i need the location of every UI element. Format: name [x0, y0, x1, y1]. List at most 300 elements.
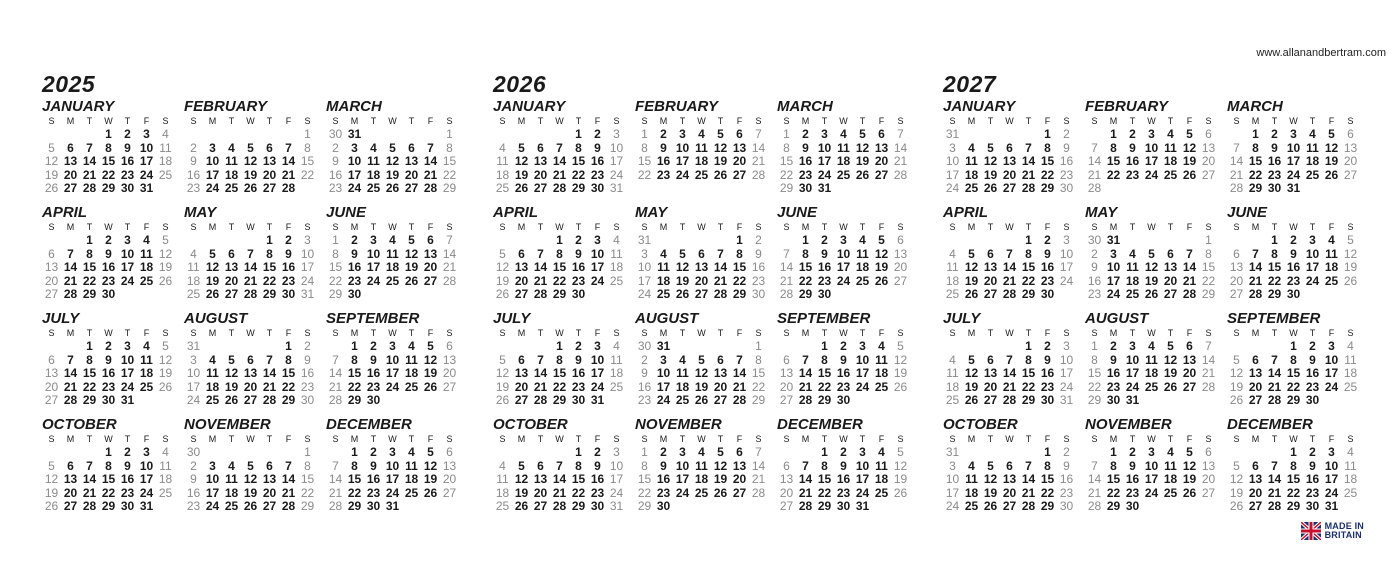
month-name: DECEMBER [326, 416, 412, 433]
day-cell: 13 [1343, 140, 1358, 155]
day-cell: 20 [1229, 273, 1244, 288]
day-cell: 4 [679, 352, 686, 367]
day-cell: 19 [514, 485, 529, 500]
weekday-header: T [124, 328, 131, 338]
day-cell: 3 [143, 127, 150, 142]
day-cell: 29 [101, 180, 116, 195]
day-cell: 26 [983, 180, 998, 195]
day-cell: 30 [347, 286, 362, 301]
day-cell: 14 [1021, 154, 1036, 169]
day-cell: 16 [101, 260, 116, 275]
day-cell: 29 [1201, 286, 1216, 301]
day-cell: 2 [1129, 127, 1136, 142]
day-cell: 28 [1201, 379, 1216, 394]
day-cell: 3 [351, 140, 358, 155]
day-cell: 14 [533, 260, 548, 275]
day-cell: 5 [859, 127, 866, 142]
day-cell: 27 [732, 485, 747, 500]
weekday-header: S [332, 328, 339, 338]
day-cell: 24 [120, 273, 135, 288]
day-cell: 10 [609, 140, 624, 155]
day-cell: 15 [82, 366, 97, 381]
day-cell: 14 [82, 154, 97, 169]
day-cell: 15 [101, 154, 116, 169]
day-cell: 28 [1021, 180, 1036, 195]
day-cell: 29 [347, 498, 362, 513]
month-name: APRIL [42, 204, 87, 221]
day-cell: 21 [779, 273, 794, 288]
day-cell: 27 [732, 167, 747, 182]
day-cell: 23 [590, 167, 605, 182]
day-cell: 25 [609, 273, 624, 288]
day-cell: 22 [1106, 485, 1121, 500]
day-cell: 7 [1233, 140, 1240, 155]
day-cell: 21 [328, 485, 343, 500]
day-cell: 25 [836, 167, 851, 182]
day-cell: 18 [224, 167, 239, 182]
day-cell: 27 [1002, 498, 1017, 513]
weekday-header: M [1109, 434, 1118, 444]
weekday-header: M [517, 116, 526, 126]
weekday-header: S [641, 328, 648, 338]
day-cell: 4 [878, 339, 885, 354]
day-cell: 14 [281, 472, 296, 487]
day-cell: 10 [855, 458, 870, 473]
day-cell: 23 [1286, 273, 1301, 288]
day-cell: 13 [63, 154, 78, 169]
day-cell: 21 [1248, 273, 1263, 288]
day-cell: 27 [779, 392, 794, 407]
day-cell: 3 [1063, 233, 1070, 248]
day-cell: 17 [205, 167, 220, 182]
day-cell: 22 [571, 167, 586, 182]
day-cell: 27 [423, 273, 438, 288]
day-cell: 10 [205, 472, 220, 487]
weekday-header: M [208, 222, 217, 232]
day-cell: 14 [1087, 154, 1102, 169]
day-cell: 18 [675, 379, 690, 394]
day-cell: 28 [262, 392, 277, 407]
day-cell: 21 [798, 485, 813, 500]
weekday-header: S [613, 434, 620, 444]
day-cell: 21 [63, 273, 78, 288]
day-cell: 30 [836, 392, 851, 407]
day-cell: 24 [139, 485, 154, 500]
weekday-header: S [613, 222, 620, 232]
day-cell: 8 [821, 352, 828, 367]
day-cell: 3 [859, 339, 866, 354]
day-cell: 16 [1040, 260, 1055, 275]
weekday-header: W [1289, 328, 1298, 338]
month-name: OCTOBER [943, 416, 1018, 433]
day-cell: 4 [1328, 233, 1335, 248]
weekday-header: T [1309, 328, 1316, 338]
day-cell: 21 [1229, 167, 1244, 182]
weekday-header: M [801, 222, 810, 232]
day-cell: 22 [82, 273, 97, 288]
day-cell: 24 [817, 167, 832, 182]
weekday-header: F [878, 116, 885, 126]
day-cell: 14 [281, 154, 296, 169]
day-cell: 3 [660, 352, 667, 367]
day-cell: 5 [427, 339, 434, 354]
weekday-header: M [659, 434, 668, 444]
day-cell: 29 [1040, 180, 1055, 195]
day-cell: 14 [713, 260, 728, 275]
day-cell: 15 [262, 260, 277, 275]
day-cell: 26 [1163, 379, 1178, 394]
day-cell: 9 [351, 246, 358, 261]
weekday-header: T [575, 222, 582, 232]
day-cell: 18 [694, 472, 709, 487]
day-cell: 1 [1290, 445, 1297, 460]
day-cell: 1 [641, 445, 648, 460]
day-cell: 21 [82, 167, 97, 182]
weekday-header: F [1186, 222, 1193, 232]
month-name: SEPTEMBER [1227, 310, 1321, 327]
day-cell: 22 [798, 273, 813, 288]
month-april [943, 204, 1085, 310]
day-cell: 11 [1145, 352, 1158, 367]
day-cell: 29 [751, 392, 766, 407]
day-cell: 15 [82, 260, 97, 275]
day-cell: 2 [1091, 246, 1098, 261]
weekday-header: T [859, 434, 866, 444]
month-november [184, 416, 326, 522]
day-cell: 3 [1063, 339, 1070, 354]
month-name: JANUARY [42, 98, 115, 115]
day-cell: 10 [945, 472, 960, 487]
weekday-header: T [1309, 222, 1316, 232]
day-cell: 4 [1347, 339, 1354, 354]
weekday-header: S [446, 434, 453, 444]
day-cell: 5 [518, 140, 525, 155]
weekday-header: F [1186, 434, 1193, 444]
day-cell: 16 [366, 366, 381, 381]
day-cell: 28 [1267, 498, 1282, 513]
day-cell: 3 [370, 233, 377, 248]
day-cell: 24 [637, 286, 652, 301]
day-cell: 6 [67, 140, 74, 155]
weekday-header: F [427, 222, 434, 232]
day-cell: 5 [499, 352, 506, 367]
day-cell: 6 [1006, 140, 1013, 155]
month-march [1227, 98, 1369, 204]
day-cell: 9 [1271, 140, 1278, 155]
day-cell: 29 [798, 286, 813, 301]
weekday-header: F [143, 116, 150, 126]
weekday-header: S [162, 434, 169, 444]
day-cell: 12 [224, 366, 239, 381]
month-name: MARCH [777, 98, 833, 115]
day-cell: 22 [751, 379, 766, 394]
weekday-header: F [427, 434, 434, 444]
day-cell: 26 [514, 498, 529, 513]
day-cell: 23 [1267, 167, 1282, 182]
day-cell: 9 [802, 140, 809, 155]
weekday-header: M [659, 116, 668, 126]
weekday-header: W [1289, 222, 1298, 232]
day-cell: 13 [1229, 260, 1244, 275]
day-cell: 27 [1201, 167, 1216, 182]
day-cell: 10 [300, 246, 315, 261]
day-cell: 28 [1182, 286, 1197, 301]
weekday-header: T [228, 434, 235, 444]
day-cell: 13 [44, 260, 59, 275]
day-cell: 16 [186, 167, 201, 182]
day-cell: 14 [1002, 260, 1017, 275]
day-cell: 12 [675, 260, 690, 275]
day-cell: 20 [243, 379, 258, 394]
day-cell: 23 [328, 180, 343, 195]
day-cell: 28 [82, 498, 97, 513]
weekday-header: T [859, 328, 866, 338]
weekday-header: T [537, 328, 544, 338]
weekday-header: S [499, 116, 506, 126]
day-cell: 13 [1201, 458, 1216, 473]
day-cell: 1 [1044, 445, 1051, 460]
day-cell: 18 [1343, 472, 1358, 487]
day-cell: 20 [44, 273, 59, 288]
day-cell: 13 [1201, 140, 1216, 155]
day-cell: 26 [158, 379, 173, 394]
day-cell: 13 [732, 458, 747, 473]
day-cell: 14 [1267, 366, 1282, 381]
day-cell: 23 [1125, 485, 1140, 500]
day-cell: 8 [1110, 458, 1117, 473]
day-cell: 24 [1286, 167, 1301, 182]
day-cell: 29 [1040, 498, 1055, 513]
day-cell: 29 [1021, 392, 1036, 407]
weekday-header: F [1044, 434, 1051, 444]
day-cell: 23 [1125, 167, 1140, 182]
day-cell: 13 [779, 366, 794, 381]
day-cell: 8 [304, 458, 311, 473]
day-cell: 25 [224, 498, 239, 513]
day-cell: 17 [1059, 366, 1074, 381]
day-cell: 10 [836, 246, 851, 261]
day-cell: 20 [63, 485, 78, 500]
day-cell: 8 [332, 246, 339, 261]
day-cell: 30 [366, 392, 381, 407]
day-cell: 11 [367, 154, 380, 169]
day-cell: 7 [783, 246, 790, 261]
day-cell: 14 [732, 366, 747, 381]
day-cell: 16 [281, 260, 296, 275]
month-name: DECEMBER [1227, 416, 1313, 433]
day-cell: 8 [1025, 246, 1032, 261]
day-cell: 19 [514, 167, 529, 182]
day-cell: 15 [732, 260, 747, 275]
day-cell: 14 [1267, 472, 1282, 487]
day-cell: 23 [101, 379, 116, 394]
day-cell: 21 [713, 273, 728, 288]
weekday-header: F [594, 328, 601, 338]
weekday-header: S [48, 434, 55, 444]
weekday-header: W [1005, 222, 1014, 232]
weekday-header: S [755, 434, 762, 444]
day-cell: 6 [987, 352, 994, 367]
day-cell: 14 [1182, 260, 1197, 275]
weekday-header: M [801, 434, 810, 444]
day-cell: 18 [495, 485, 510, 500]
day-cell: 8 [736, 246, 743, 261]
day-cell: 2 [105, 233, 112, 248]
day-cell: 19 [423, 366, 438, 381]
day-cell: 20 [224, 273, 239, 288]
day-cell: 28 [63, 392, 78, 407]
day-cell: 19 [495, 379, 510, 394]
weekday-header: F [143, 222, 150, 232]
day-cell: 26 [893, 485, 908, 500]
day-cell: 20 [1248, 379, 1263, 394]
day-cell: 3 [594, 339, 601, 354]
day-cell: 5 [162, 339, 169, 354]
day-cell: 24 [945, 180, 960, 195]
day-cell: 13 [404, 154, 419, 169]
day-cell: 10 [1059, 352, 1074, 367]
day-cell: 20 [713, 379, 728, 394]
month-june [1227, 204, 1369, 310]
month-december [1227, 416, 1369, 522]
day-cell: 24 [300, 273, 315, 288]
day-cell: 25 [404, 379, 419, 394]
day-cell: 17 [1125, 366, 1140, 381]
day-cell: 23 [1087, 286, 1102, 301]
day-cell: 15 [1021, 260, 1036, 275]
day-cell: 6 [1205, 445, 1212, 460]
day-cell: 5 [878, 233, 885, 248]
day-cell: 19 [495, 273, 510, 288]
weekday-header: T [679, 222, 686, 232]
weekday-header: S [1233, 222, 1240, 232]
month-september [777, 310, 919, 416]
day-cell: 28 [1021, 498, 1036, 513]
day-cell: 6 [266, 458, 273, 473]
weekday-header: W [1005, 116, 1014, 126]
day-cell: 14 [328, 366, 343, 381]
day-cell: 26 [205, 286, 220, 301]
day-cell: 18 [1163, 472, 1178, 487]
day-cell: 12 [694, 366, 709, 381]
weekday-header: S [48, 328, 55, 338]
weekday-header: M [967, 222, 976, 232]
day-cell: 28 [1087, 180, 1102, 195]
day-cell: 5 [679, 246, 686, 261]
day-cell: 2 [1110, 339, 1117, 354]
day-cell: 2 [1044, 233, 1051, 248]
day-cell: 17 [609, 472, 624, 487]
day-cell: 29 [732, 286, 747, 301]
day-cell: 10 [120, 352, 135, 367]
day-cell: 31 [637, 233, 652, 248]
day-cell: 5 [247, 140, 254, 155]
day-cell: 13 [243, 366, 258, 381]
day-cell: 29 [817, 498, 832, 513]
day-cell: 9 [370, 352, 377, 367]
month-april [493, 204, 635, 310]
day-cell: 9 [660, 458, 667, 473]
day-cell: 20 [1248, 485, 1263, 500]
day-cell: 13 [63, 472, 78, 487]
weekday-header: S [783, 116, 790, 126]
weekday-header: M [350, 222, 359, 232]
weekday-header: S [1233, 434, 1240, 444]
day-cell: 7 [1186, 246, 1193, 261]
day-cell: 18 [186, 273, 201, 288]
day-cell: 4 [660, 246, 667, 261]
day-cell: 25 [1324, 273, 1339, 288]
day-cell: 17 [836, 260, 851, 275]
day-cell: 17 [590, 366, 605, 381]
day-cell: 27 [63, 180, 78, 195]
day-cell: 4 [859, 233, 866, 248]
day-cell: 21 [552, 485, 567, 500]
day-cell: 10 [385, 352, 400, 367]
day-cell: 1 [332, 233, 339, 248]
day-cell: 18 [1125, 273, 1140, 288]
day-cell: 15 [1040, 472, 1055, 487]
day-cell: 3 [641, 246, 648, 261]
day-cell: 12 [44, 472, 59, 487]
day-cell: 13 [514, 260, 529, 275]
month-name: JULY [493, 310, 531, 327]
day-cell: 17 [675, 154, 690, 169]
weekday-header: T [1167, 328, 1174, 338]
day-cell: 30 [328, 127, 343, 142]
day-cell: 4 [1167, 445, 1174, 460]
day-cell: 18 [139, 260, 154, 275]
day-cell: 31 [609, 180, 624, 195]
weekday-header: S [304, 328, 311, 338]
day-cell: 17 [675, 472, 690, 487]
day-cell: 1 [556, 339, 563, 354]
day-cell: 23 [1059, 167, 1074, 182]
day-cell: 30 [571, 286, 586, 301]
day-cell: 25 [404, 485, 419, 500]
day-cell: 27 [224, 286, 239, 301]
day-cell: 23 [120, 167, 135, 182]
weekday-header: S [190, 328, 197, 338]
day-cell: 6 [446, 339, 453, 354]
day-cell: 9 [821, 246, 828, 261]
day-cell: 13 [1248, 472, 1263, 487]
day-cell: 20 [262, 485, 277, 500]
weekday-header: T [679, 116, 686, 126]
day-cell: 24 [609, 485, 624, 500]
day-cell: 6 [783, 458, 790, 473]
year-2025 [42, 70, 472, 522]
day-cell: 30 [120, 498, 135, 513]
day-cell: 2 [594, 445, 601, 460]
day-cell: 21 [1002, 379, 1017, 394]
day-cell: 26 [964, 392, 979, 407]
day-cell: 10 [945, 154, 960, 169]
day-cell: 16 [571, 366, 586, 381]
day-cell: 25 [205, 392, 220, 407]
day-cell: 6 [247, 352, 254, 367]
weekday-header: W [104, 328, 113, 338]
day-cell: 6 [736, 445, 743, 460]
day-cell: 2 [124, 127, 131, 142]
day-cell: 18 [609, 366, 624, 381]
day-cell: 22 [442, 167, 457, 182]
day-cell: 11 [1325, 246, 1338, 261]
day-cell: 2 [304, 339, 311, 354]
day-cell: 18 [836, 154, 851, 169]
day-cell: 14 [552, 154, 567, 169]
day-cell: 5 [48, 140, 55, 155]
